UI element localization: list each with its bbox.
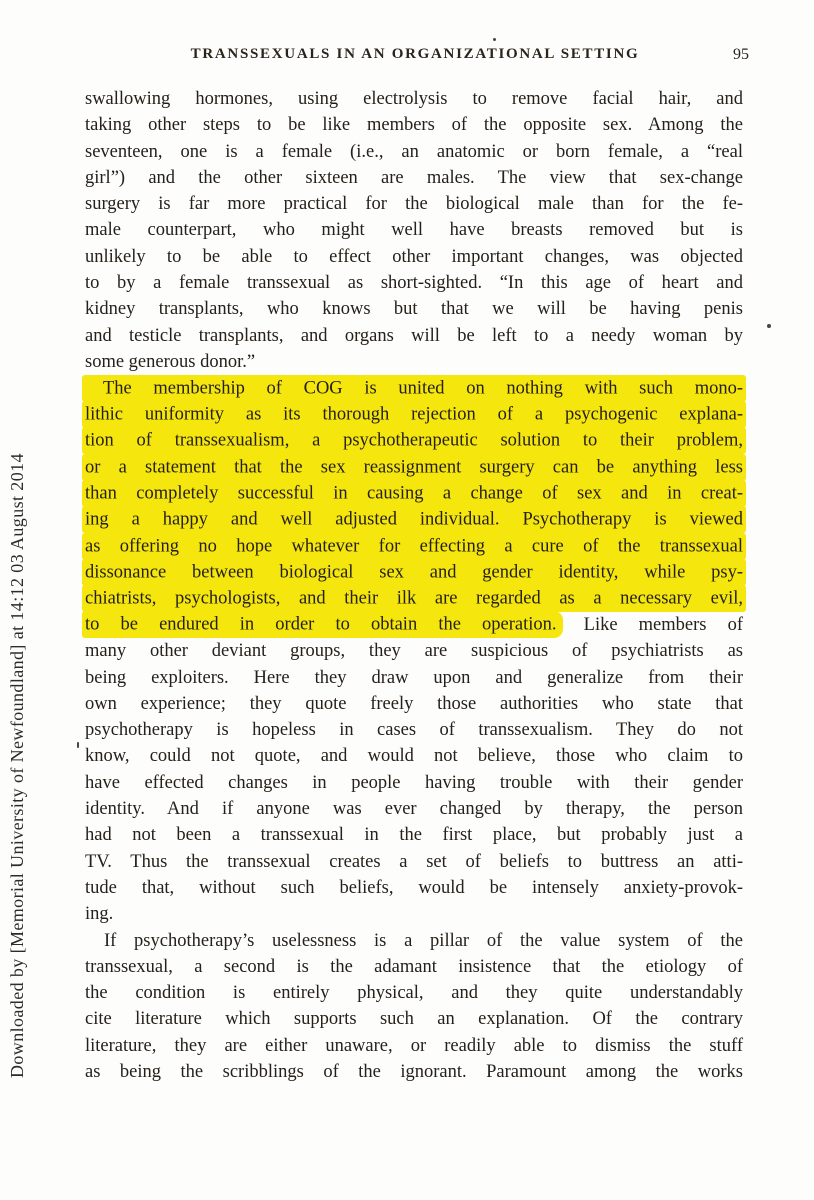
highlighted-text: than completely successful in causing a change of sex and in creat- — [82, 480, 746, 507]
body-text-segment: some generous donor.” — [85, 351, 256, 372]
body-text-segment: girl”) and the other sixteen are males. The view that sex-change — [85, 167, 743, 188]
highlighted-text: lithic uniformity as its thorough rejection of a psychogenic explana- — [82, 401, 746, 428]
text-line — [85, 717, 743, 743]
text-line — [85, 375, 743, 401]
text-line — [85, 691, 743, 717]
highlighted-text: tion of transsexualism, a psychotherapeutic solution to their problem, — [82, 427, 746, 454]
text-line — [85, 270, 743, 296]
text-line — [85, 559, 743, 585]
text-line — [85, 954, 743, 980]
text-line — [85, 86, 743, 112]
body-text-segment: and testicle transplants, and organs will be left to a needy woman by — [85, 325, 743, 346]
text-line — [85, 112, 743, 138]
highlighted-text: to be endured in order to obtain the operation. — [82, 611, 563, 638]
text-line — [85, 822, 743, 848]
text-line — [85, 480, 743, 506]
body-text-segment: literature, they are either unaware, or readily able to dismiss the stuff — [85, 1035, 743, 1056]
text-line — [85, 533, 743, 559]
body-text-segment: had not been a transsexual in the first place, but probably just a — [85, 825, 743, 846]
scan-speck — [77, 742, 79, 748]
text-line — [85, 139, 743, 165]
running-title: TRANSSEXUALS IN AN ORGANIZATIONAL SETTING — [190, 46, 640, 62]
text-line — [85, 349, 743, 375]
body-text-segment: transsexual, a second is the adamant insistence that the etiology of — [85, 956, 743, 977]
text-line — [85, 665, 743, 691]
body-text-segment: TV. Thus the transsexual creates a set of beliefs to buttress an atti- — [85, 851, 743, 872]
body-text-segment: to by a female transsexual as short-sighted. “In this age of heart and — [85, 273, 743, 294]
text-line — [85, 586, 743, 612]
text-line — [85, 191, 743, 217]
text-line — [85, 901, 743, 927]
text-line — [85, 402, 743, 428]
text-line — [85, 296, 743, 322]
text-line — [85, 1006, 743, 1032]
highlighted-text: The membership of COG is united on nothing with such mono- — [82, 375, 746, 402]
text-line — [85, 165, 743, 191]
body-text-segment: male counterpart, who might well have breasts removed but is — [85, 220, 743, 241]
text-line — [85, 612, 743, 638]
text-line — [85, 323, 743, 349]
body-text-segment: tude that, without such beliefs, would be intensely anxiety-provok- — [85, 877, 743, 898]
highlighted-text: chiatrists, psychologists, and their ilk are regarded as a necessary evil, — [82, 585, 746, 612]
body-text-segment: being exploiters. Here they draw upon and generalize from their — [85, 667, 743, 688]
text-line — [85, 638, 743, 664]
text-line — [85, 1059, 743, 1085]
highlighted-text: as offering no hope whatever for effecting a cure of the transsexual — [82, 533, 746, 560]
text-line — [85, 244, 743, 270]
body-text-segment: psychotherapy is hopeless in cases of transsexualism. They do not — [85, 720, 743, 741]
text-line — [85, 507, 743, 533]
text-line — [85, 743, 743, 769]
highlighted-text: dissonance between biological sex and gender identity, while psy- — [82, 559, 746, 586]
body-text-segment: swallowing hormones, using electrolysis to remove facial hair, and — [85, 89, 743, 109]
text-line — [85, 849, 743, 875]
body-text-segment: know, could not quote, and would not believe, those who claim to — [85, 746, 743, 767]
highlighted-text: or a statement that the sex reassignment surgery can be anything less — [82, 454, 746, 481]
text-line — [85, 770, 743, 796]
body-text-segment: have effected changes in people having trouble with their gender — [85, 772, 743, 793]
body-text-segment: surgery is far more practical for the biological male than for the fe- — [85, 194, 743, 215]
body-text-segment: unlikely to be able to effect other important changes, was objected — [85, 246, 743, 267]
text-line — [85, 796, 743, 822]
body-text-segment: seventeen, one is a female (i.e., an anatomic or born female, a “real — [85, 141, 743, 162]
text-line — [85, 428, 743, 454]
text-line — [85, 980, 743, 1006]
body-text-segment: cite literature which supports such an explanation. Of the contrary — [85, 1009, 743, 1030]
text-line — [85, 454, 743, 480]
body-text-segment: kidney transplants, who knows but that we will be having penis — [85, 299, 743, 320]
text-line — [85, 928, 743, 954]
body-text — [85, 86, 743, 1085]
body-text-segment: ing. — [85, 904, 114, 925]
body-text-segment: identity. And if anyone was ever changed by therapy, the person — [85, 799, 743, 820]
body-text-segment: If psychotherapy’s uselessness is a pillar of the value system of the — [104, 930, 743, 951]
scan-speck — [767, 324, 771, 328]
body-text-segment: as being the scribblings of the ignorant. Paramount among the works — [85, 1061, 743, 1082]
scan-speck — [493, 38, 496, 41]
body-text-segment: many other deviant groups, they are suspicious of psychiatrists as — [85, 641, 743, 662]
body-text-segment: taking other steps to be like members of the opposite sex. Among the — [85, 115, 743, 136]
running-header — [85, 46, 749, 68]
body-text-segment: Like members of — [562, 614, 744, 635]
text-line — [85, 217, 743, 243]
download-watermark: Downloaded by [Memorial University of Newfoundland] at 14:12 03 August 2014 — [7, 453, 27, 1078]
text-line — [85, 1033, 743, 1059]
highlighted-text: ing a happy and well adjusted individual. Psychotherapy is viewed — [82, 506, 746, 533]
body-text-segment: own experience; they quote freely those authorities who state that — [85, 693, 743, 714]
page-number: 95 — [733, 46, 749, 63]
text-line — [85, 875, 743, 901]
body-text-segment: the condition is entirely physical, and they quite understandably — [85, 983, 743, 1004]
